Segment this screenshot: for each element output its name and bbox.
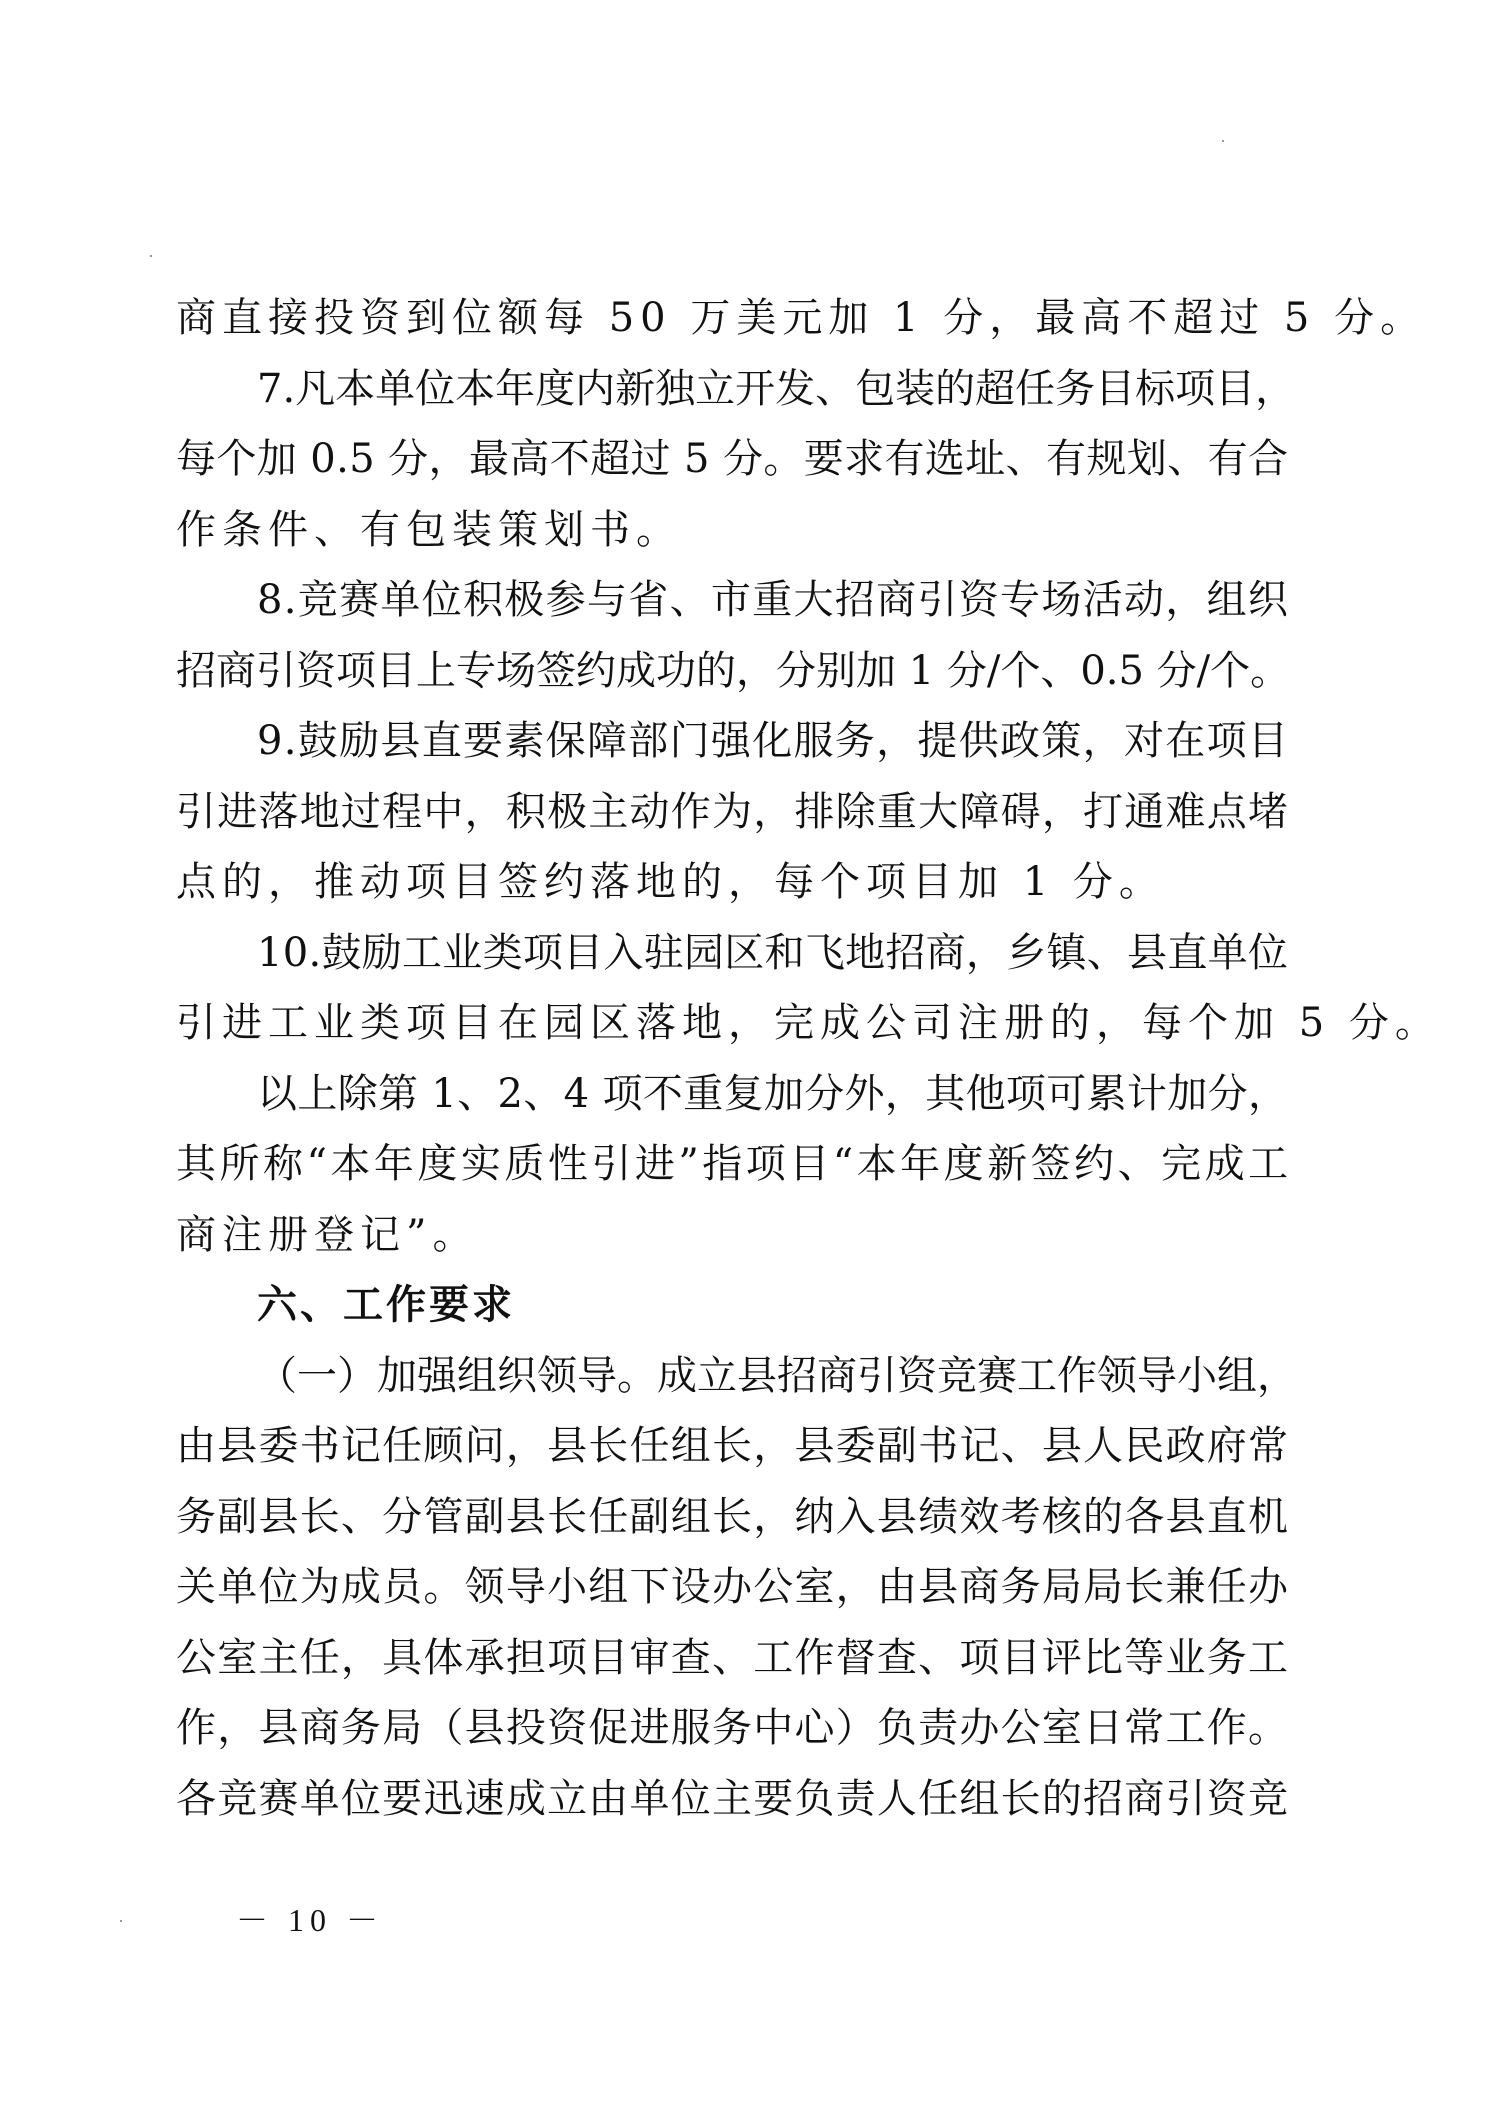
list-item-8: 8.竞赛单位积极参与省、市重大招商引资专场活动，组织 [257, 577, 1290, 623]
body-line: 务副县长、分管副县长任副组长，纳入县绩效考核的各县直机 [176, 1494, 1290, 1540]
summary-paragraph: 以上除第 1、2、4 项不重复加分外，其他项可累计加分， [257, 1071, 1289, 1117]
scan-speck [120, 1920, 122, 1922]
list-item-10: 10.鼓励工业类项目入驻园区和飞地招商，乡镇、县直单位 [257, 930, 1289, 976]
body-line: 作条件、有包装策划书。 [176, 507, 682, 553]
body-line: 商注册登记”。 [176, 1212, 479, 1258]
scan-speck [1222, 140, 1224, 142]
body-line: 各竞赛单位要迅速成立由单位主要负责人任组长的招商引资竞 [176, 1776, 1290, 1822]
body-line: 引进工业类项目在园区落地，完成公司注册的，每个加 5 分。 [176, 1000, 1441, 1046]
list-item-7: 7.凡本单位本年度内新独立开发、包装的超任务目标项目， [257, 366, 1296, 412]
body-line: 点的，推动项目签约落地的，每个项目加 1 分。 [176, 859, 1165, 905]
body-line: 公室主任，具体承担项目审查、工作督查、项目评比等业务工 [176, 1635, 1290, 1681]
body-line: 招商引资项目上专场签约成功的，分别加 1 分/个、0.5 分/个。 [176, 648, 1291, 694]
list-item-9: 9.鼓励县直要素保障部门强化服务，提供政策，对在项目 [257, 718, 1290, 764]
body-line: 由县委书记任顾问，县长任组长，县委副书记、县人民政府常 [176, 1423, 1290, 1469]
page-number: － 10 － [236, 1902, 385, 1938]
body-line: 引进落地过程中，积极主动作为，排除重大障碍，打通难点堵 [176, 789, 1290, 835]
section-heading: 六、工作要求 [257, 1282, 515, 1328]
scan-speck [150, 255, 152, 257]
body-line: 其所称“本年度实质性引进”指项目“本年度新签约、完成工 [176, 1141, 1292, 1187]
subsection-paragraph: （一）加强组织领导。成立县招商引资竞赛工作领导小组， [257, 1353, 1297, 1399]
body-line: 关单位为成员。领导小组下设办公室，由县商务局局长兼任办 [176, 1564, 1290, 1610]
body-line: 商直接投资到位额每 50 万美元加 1 分，最高不超过 5 分。 [176, 295, 1427, 341]
body-line: 每个加 0.5 分，最高不超过 5 分。要求有选址、有规划、有合 [176, 436, 1289, 482]
body-line: 作，县商务局（县投资促进服务中心）负责办公室日常工作。 [176, 1705, 1290, 1751]
